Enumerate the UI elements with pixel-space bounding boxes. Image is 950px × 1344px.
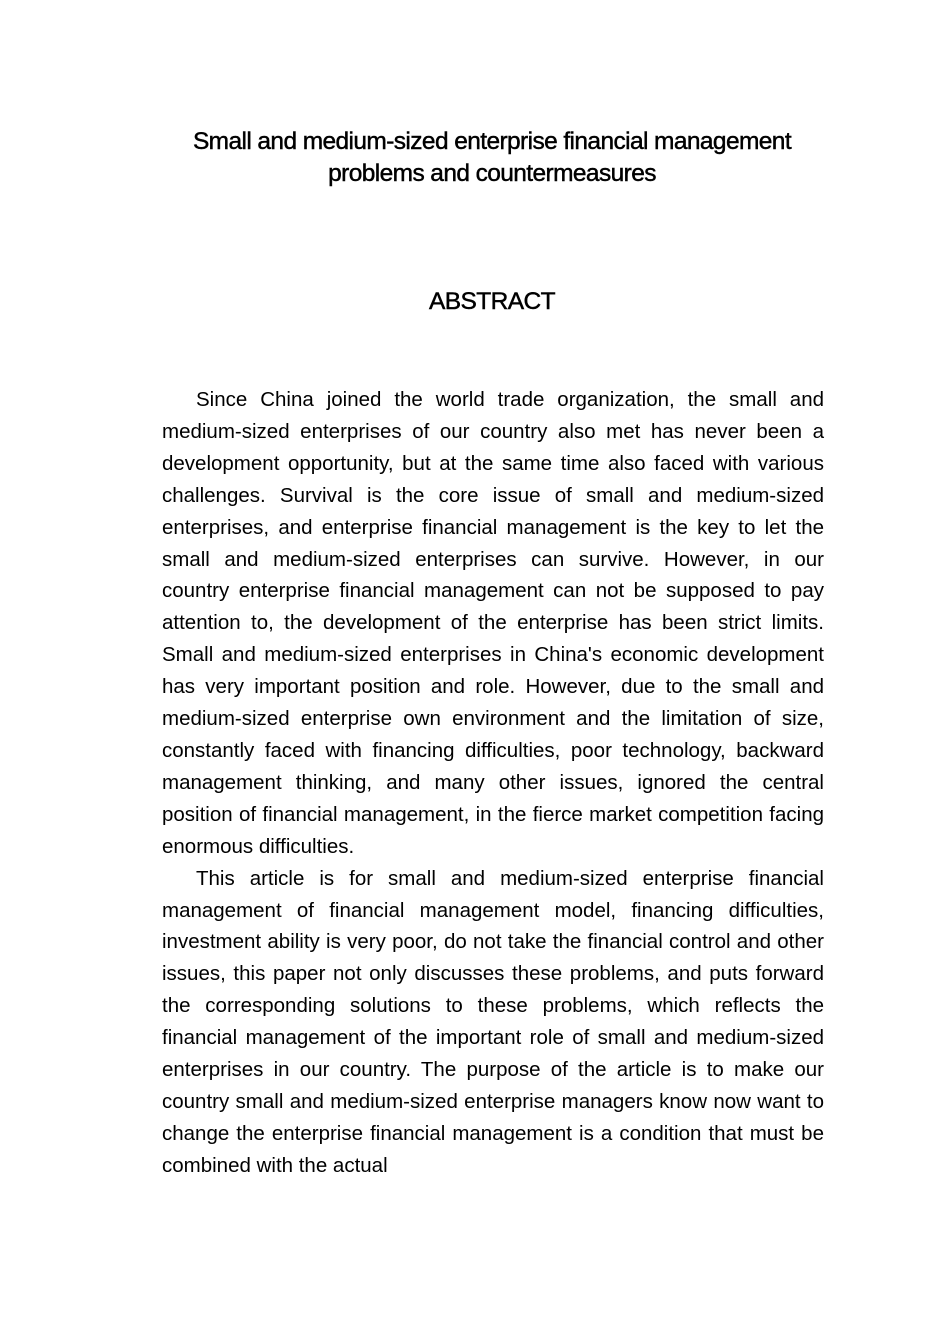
abstract-body xyxy=(162,384,824,1182)
title-line-1: Small and medium-sized enterprise financial management xyxy=(192,128,792,155)
document-title xyxy=(150,126,834,190)
abstract-paragraph-2: This article is for small and medium-sized enterprise financial management of financial management model, financing difficulties, investment ability is very poor, do not take the financial control and other issues, this paper not only discusses these problems, and puts forward the corresponding solutions to these problems, which reflects the financial management of the important role of small and medium-sized enterprises in our country. The purpose of the article is to make our country small and medium-sized enterprise managers know now want to change the enterprise financial management is a condition that must be combined with the actual xyxy=(162,866,824,1177)
abstract-heading: ABSTRACT xyxy=(429,288,555,315)
title-line-2: problems and countermeasures xyxy=(328,160,656,187)
abstract-paragraph-1: Since China joined the world trade organization, the small and medium-sized enterprises of our country also met has never been a development opportunity, but at the same time also faced with various challenges. Survival is the core issue of small and medium-sized enterprises, and enterprise financial management is the key to let the small and medium-sized enterprises can survive. However, in our country enterprise financial management can not be supposed to pay attention to, the development of the enterprise has been strict limits. Small and medium-sized enterprises in China's economic development has very important position and role. However, due to the small and medium-sized enterprise own environment and the limitation of size, constantly faced with financing difficulties, poor technology, backward management thinking, and many other issues, ignored the central position of financial management, in the fierce market competition facing enormous difficulties. xyxy=(162,388,824,858)
